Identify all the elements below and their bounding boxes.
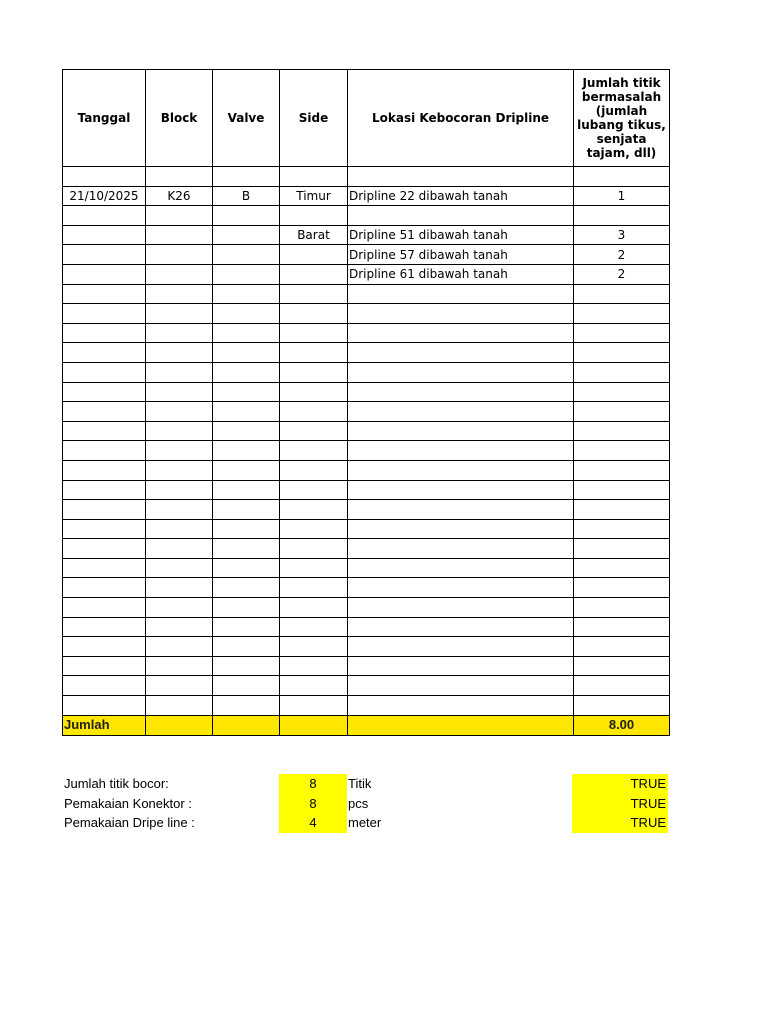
- header-valve[interactable]: Valve: [213, 70, 280, 167]
- cell-side[interactable]: [280, 578, 348, 598]
- cell-lokasi[interactable]: [348, 304, 574, 324]
- cell-block[interactable]: [146, 676, 213, 696]
- cell-tanggal[interactable]: [63, 304, 146, 324]
- cell-block[interactable]: [146, 264, 213, 284]
- cell-valve[interactable]: [213, 676, 280, 696]
- cell-block[interactable]: [146, 343, 213, 363]
- cell-valve[interactable]: [213, 500, 280, 520]
- cell-tanggal[interactable]: [63, 402, 146, 422]
- cell-lokasi[interactable]: Dripline 22 dibawah tanah: [348, 186, 574, 206]
- cell-block[interactable]: [146, 245, 213, 265]
- cell-block[interactable]: [146, 402, 213, 422]
- table-row: [63, 167, 670, 187]
- cell-lokasi[interactable]: [348, 539, 574, 559]
- cell-block[interactable]: K26: [146, 186, 213, 206]
- cell-valve[interactable]: [213, 304, 280, 324]
- cell-tanggal[interactable]: [63, 480, 146, 500]
- cell-jumlah[interactable]: [574, 284, 670, 304]
- cell-block[interactable]: [146, 225, 213, 245]
- cell-side[interactable]: [280, 343, 348, 363]
- cell-block[interactable]: [146, 598, 213, 618]
- cell-lokasi[interactable]: [348, 382, 574, 402]
- table-row: [63, 284, 670, 304]
- cell-lokasi[interactable]: Dripline 57 dibawah tanah: [348, 245, 574, 265]
- cell-valve[interactable]: [213, 245, 280, 265]
- cell-side[interactable]: [280, 421, 348, 441]
- cell-valve[interactable]: [213, 206, 280, 226]
- cell-tanggal[interactable]: [63, 578, 146, 598]
- cell-valve[interactable]: [213, 598, 280, 618]
- cell-lokasi[interactable]: [348, 617, 574, 637]
- header-block[interactable]: Block: [146, 70, 213, 167]
- cell-side[interactable]: Barat: [280, 225, 348, 245]
- cell-lokasi[interactable]: [348, 578, 574, 598]
- cell-tanggal[interactable]: [63, 656, 146, 676]
- cell-jumlah[interactable]: [574, 441, 670, 461]
- cell-jumlah[interactable]: [574, 382, 670, 402]
- table-row: [63, 304, 670, 324]
- cell-block[interactable]: [146, 500, 213, 520]
- cell-valve[interactable]: [213, 558, 280, 578]
- cell-lokasi[interactable]: [348, 167, 574, 187]
- total-value[interactable]: 8.00: [574, 715, 670, 735]
- cell-lokasi[interactable]: [348, 362, 574, 382]
- cell-tanggal[interactable]: [63, 362, 146, 382]
- cell-jumlah[interactable]: [574, 343, 670, 363]
- table-cell[interactable]: [348, 715, 574, 735]
- cell-side[interactable]: [280, 382, 348, 402]
- cell-lokasi[interactable]: [348, 460, 574, 480]
- table-row: [63, 676, 670, 696]
- cell-side[interactable]: [280, 519, 348, 539]
- cell-side[interactable]: [280, 539, 348, 559]
- table-row: [63, 225, 670, 245]
- table-row: [63, 500, 670, 520]
- header-row: [63, 70, 670, 167]
- cell-lokasi[interactable]: [348, 480, 574, 500]
- summary-value[interactable]: 4: [279, 813, 347, 833]
- cell-side[interactable]: [280, 617, 348, 637]
- cell-side[interactable]: [280, 245, 348, 265]
- cell-tanggal[interactable]: [63, 206, 146, 226]
- cell-jumlah[interactable]: [574, 362, 670, 382]
- table-row: [63, 323, 670, 343]
- cell-valve[interactable]: [213, 343, 280, 363]
- cell-valve[interactable]: [213, 284, 280, 304]
- header-tanggal[interactable]: Tanggal: [63, 70, 146, 167]
- cell-side[interactable]: [280, 402, 348, 422]
- cell-tanggal[interactable]: [63, 500, 146, 520]
- table-row: [63, 264, 670, 284]
- summary-row-titik-bocor: [62, 774, 670, 794]
- cell-side[interactable]: [280, 696, 348, 716]
- cell-valve[interactable]: [213, 323, 280, 343]
- cell-lokasi[interactable]: [348, 696, 574, 716]
- table-cell[interactable]: [280, 715, 348, 735]
- cell-block[interactable]: [146, 362, 213, 382]
- cell-jumlah[interactable]: [574, 519, 670, 539]
- table-row: [63, 480, 670, 500]
- table-row: [63, 186, 670, 206]
- cell-jumlah[interactable]: [574, 323, 670, 343]
- cell-valve[interactable]: [213, 617, 280, 637]
- table-row: [63, 539, 670, 559]
- summary-section: [62, 774, 670, 833]
- cell-jumlah[interactable]: [574, 676, 670, 696]
- cell-tanggal[interactable]: [63, 460, 146, 480]
- cell-lokasi[interactable]: [348, 323, 574, 343]
- cell-jumlah[interactable]: [574, 480, 670, 500]
- cell-lokasi[interactable]: [348, 500, 574, 520]
- cell-tanggal[interactable]: [63, 696, 146, 716]
- header-side[interactable]: Side: [280, 70, 348, 167]
- table-row: [63, 245, 670, 265]
- cell-side[interactable]: [280, 480, 348, 500]
- summary-flag[interactable]: TRUE: [572, 813, 668, 833]
- cell-block[interactable]: [146, 578, 213, 598]
- cell-jumlah[interactable]: [574, 696, 670, 716]
- cell-valve[interactable]: [213, 656, 280, 676]
- cell-tanggal[interactable]: [63, 284, 146, 304]
- cell-side[interactable]: [280, 637, 348, 657]
- table-row: [63, 617, 670, 637]
- table-row: [63, 362, 670, 382]
- cell-tanggal[interactable]: [63, 519, 146, 539]
- summary-row-konektor: [62, 794, 670, 814]
- cell-side[interactable]: [280, 460, 348, 480]
- summary-flag[interactable]: TRUE: [572, 774, 668, 794]
- summary-flag[interactable]: TRUE: [572, 794, 668, 814]
- cell-jumlah[interactable]: [574, 656, 670, 676]
- cell-jumlah[interactable]: [574, 598, 670, 618]
- cell-block[interactable]: [146, 558, 213, 578]
- cell-tanggal[interactable]: [63, 323, 146, 343]
- table-row: [63, 460, 670, 480]
- cell-tanggal[interactable]: [63, 245, 146, 265]
- summary-label[interactable]: Pemakaian Dripe line :: [64, 815, 195, 831]
- header-jumlah-titik[interactable]: Jumlah titik bermasalah (jumlah lubang tikus, senjata tajam, dll): [574, 70, 670, 167]
- cell-block[interactable]: [146, 539, 213, 559]
- cell-valve[interactable]: [213, 167, 280, 187]
- cell-lokasi[interactable]: [348, 676, 574, 696]
- cell-block[interactable]: [146, 284, 213, 304]
- cell-jumlah[interactable]: [574, 539, 670, 559]
- cell-lokasi[interactable]: Dripline 61 dibawah tanah: [348, 264, 574, 284]
- table-row: [63, 696, 670, 716]
- cell-jumlah[interactable]: [574, 421, 670, 441]
- cell-side[interactable]: [280, 676, 348, 696]
- cell-lokasi[interactable]: [348, 637, 574, 657]
- cell-lokasi[interactable]: [348, 206, 574, 226]
- cell-side[interactable]: [280, 656, 348, 676]
- table-row: [63, 637, 670, 657]
- summary-row-dripe-line: [62, 813, 670, 833]
- cell-valve[interactable]: [213, 441, 280, 461]
- cell-tanggal[interactable]: [63, 558, 146, 578]
- cell-block[interactable]: [146, 617, 213, 637]
- cell-tanggal[interactable]: [63, 225, 146, 245]
- cell-lokasi[interactable]: [348, 558, 574, 578]
- cell-valve[interactable]: [213, 539, 280, 559]
- cell-jumlah[interactable]: 2: [574, 245, 670, 265]
- cell-valve[interactable]: [213, 382, 280, 402]
- dripline-leak-table: [62, 69, 670, 736]
- table-row: [63, 578, 670, 598]
- cell-jumlah[interactable]: [574, 460, 670, 480]
- cell-side[interactable]: [280, 264, 348, 284]
- summary-unit[interactable]: Titik: [348, 776, 372, 791]
- table-cell[interactable]: [213, 715, 280, 735]
- cell-valve[interactable]: [213, 480, 280, 500]
- cell-tanggal[interactable]: [63, 343, 146, 363]
- cell-lokasi[interactable]: [348, 343, 574, 363]
- cell-block[interactable]: [146, 206, 213, 226]
- cell-jumlah[interactable]: 1: [574, 186, 670, 206]
- cell-valve[interactable]: [213, 696, 280, 716]
- cell-jumlah[interactable]: [574, 637, 670, 657]
- cell-tanggal[interactable]: [63, 167, 146, 187]
- cell-block[interactable]: [146, 167, 213, 187]
- summary-value[interactable]: 8: [279, 794, 347, 814]
- cell-tanggal[interactable]: [63, 382, 146, 402]
- cell-valve[interactable]: B: [213, 186, 280, 206]
- cell-block[interactable]: [146, 421, 213, 441]
- cell-jumlah[interactable]: [574, 206, 670, 226]
- summary-unit[interactable]: pcs: [348, 795, 369, 811]
- cell-valve[interactable]: [213, 264, 280, 284]
- cell-valve[interactable]: [213, 578, 280, 598]
- cell-lokasi[interactable]: [348, 519, 574, 539]
- cell-valve[interactable]: [213, 225, 280, 245]
- cell-jumlah[interactable]: [574, 402, 670, 422]
- cell-tanggal[interactable]: [63, 637, 146, 657]
- cell-side[interactable]: [280, 598, 348, 618]
- table-row: [63, 206, 670, 226]
- cell-side[interactable]: [280, 304, 348, 324]
- cell-side[interactable]: [280, 323, 348, 343]
- cell-block[interactable]: [146, 696, 213, 716]
- cell-jumlah[interactable]: [574, 500, 670, 520]
- cell-side[interactable]: [280, 206, 348, 226]
- table-row: [63, 382, 670, 402]
- cell-block[interactable]: [146, 519, 213, 539]
- table-row: [63, 343, 670, 363]
- cell-side[interactable]: [280, 441, 348, 461]
- cell-lokasi[interactable]: [348, 441, 574, 461]
- cell-lokasi[interactable]: [348, 598, 574, 618]
- table-row: [63, 558, 670, 578]
- cell-side[interactable]: [280, 362, 348, 382]
- cell-tanggal[interactable]: [63, 617, 146, 637]
- table-cell[interactable]: [146, 715, 213, 735]
- table-row: [63, 441, 670, 461]
- table-row: [63, 421, 670, 441]
- total-row: [63, 715, 670, 735]
- cell-block[interactable]: [146, 480, 213, 500]
- cell-jumlah[interactable]: 3: [574, 225, 670, 245]
- cell-lokasi[interactable]: Dripline 51 dibawah tanah: [348, 225, 574, 245]
- cell-jumlah[interactable]: [574, 558, 670, 578]
- cell-block[interactable]: [146, 460, 213, 480]
- cell-tanggal[interactable]: [63, 539, 146, 559]
- cell-jumlah[interactable]: [574, 617, 670, 637]
- cell-valve[interactable]: [213, 637, 280, 657]
- cell-lokasi[interactable]: [348, 402, 574, 422]
- cell-valve[interactable]: [213, 460, 280, 480]
- cell-jumlah[interactable]: [574, 304, 670, 324]
- cell-block[interactable]: [146, 637, 213, 657]
- table-row: [63, 519, 670, 539]
- table-row: [63, 402, 670, 422]
- cell-block[interactable]: [146, 323, 213, 343]
- cell-block[interactable]: [146, 656, 213, 676]
- total-label[interactable]: Jumlah: [63, 715, 146, 735]
- summary-value[interactable]: 8: [279, 774, 347, 794]
- cell-side[interactable]: [280, 500, 348, 520]
- cell-valve[interactable]: [213, 402, 280, 422]
- cell-jumlah[interactable]: 2: [574, 264, 670, 284]
- cell-tanggal[interactable]: [63, 441, 146, 461]
- cell-side[interactable]: Timur: [280, 186, 348, 206]
- header-lokasi[interactable]: Lokasi Kebocoran Dripline: [348, 70, 574, 167]
- cell-side[interactable]: [280, 167, 348, 187]
- cell-tanggal[interactable]: 21/10/2025: [63, 186, 146, 206]
- cell-lokasi[interactable]: [348, 284, 574, 304]
- cell-side[interactable]: [280, 558, 348, 578]
- cell-tanggal[interactable]: [63, 676, 146, 696]
- cell-tanggal[interactable]: [63, 264, 146, 284]
- cell-side[interactable]: [280, 284, 348, 304]
- cell-valve[interactable]: [213, 519, 280, 539]
- cell-valve[interactable]: [213, 421, 280, 441]
- table-body: [63, 167, 670, 716]
- cell-valve[interactable]: [213, 362, 280, 382]
- cell-block[interactable]: [146, 441, 213, 461]
- cell-block[interactable]: [146, 382, 213, 402]
- cell-block[interactable]: [146, 304, 213, 324]
- table-row: [63, 656, 670, 676]
- cell-lokasi[interactable]: [348, 656, 574, 676]
- cell-tanggal[interactable]: [63, 421, 146, 441]
- summary-label[interactable]: Jumlah titik bocor:: [64, 776, 169, 791]
- cell-tanggal[interactable]: [63, 598, 146, 618]
- cell-lokasi[interactable]: [348, 421, 574, 441]
- table-row: [63, 598, 670, 618]
- cell-jumlah[interactable]: [574, 578, 670, 598]
- cell-jumlah[interactable]: [574, 167, 670, 187]
- summary-label[interactable]: Pemakaian Konektor :: [64, 795, 192, 811]
- summary-unit[interactable]: meter: [348, 815, 382, 831]
